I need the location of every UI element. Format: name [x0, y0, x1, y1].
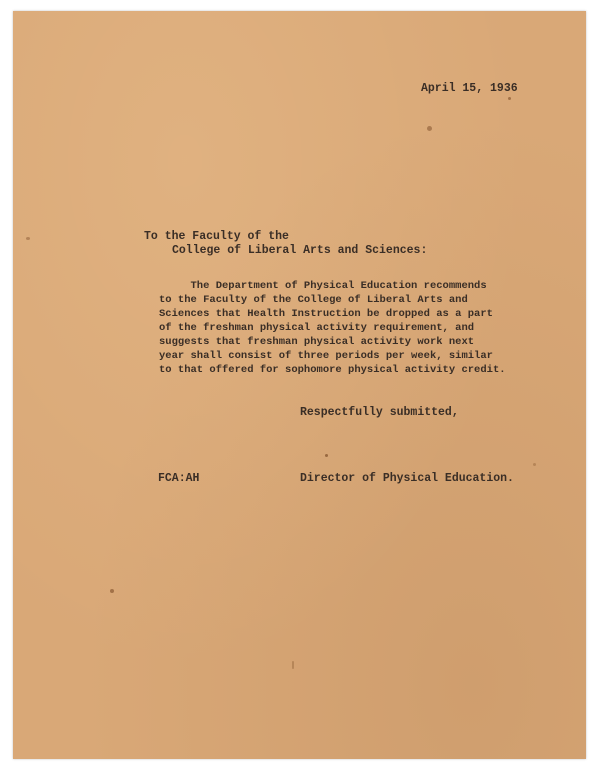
initials: FCA:AH — [158, 472, 200, 485]
body-line: to that offered for sophomore physical activity credit. — [159, 364, 506, 376]
salutation-line-1: To the Faculty of the — [144, 230, 289, 243]
paper-speck — [427, 126, 432, 131]
body-line: to the Faculty of the College of Liberal Arts and — [159, 294, 468, 306]
paper-speck — [533, 463, 536, 466]
letter-page — [13, 11, 586, 759]
salutation-line-2: College of Liberal Arts and Sciences: — [172, 244, 428, 257]
paper-speck — [110, 589, 114, 593]
body-line: suggests that freshman physical activity work next — [159, 336, 475, 348]
paper-speck — [26, 237, 30, 240]
paper-speck — [325, 454, 328, 457]
body-line: of the freshman physical activity requirement, and — [159, 322, 475, 334]
signature-title: Director of Physical Education. — [300, 472, 514, 485]
body-line: Sciences that Health Instruction be dropped as a part — [159, 308, 493, 320]
closing: Respectfully submitted, — [300, 406, 459, 419]
letter-date: April 15, 1936 — [421, 82, 518, 95]
body-line: year shall consist of three periods per week, similar — [159, 350, 493, 362]
paper-speck — [508, 97, 511, 100]
paper-speck — [292, 661, 294, 669]
body-line: The Department of Physical Education recommends — [159, 280, 487, 292]
